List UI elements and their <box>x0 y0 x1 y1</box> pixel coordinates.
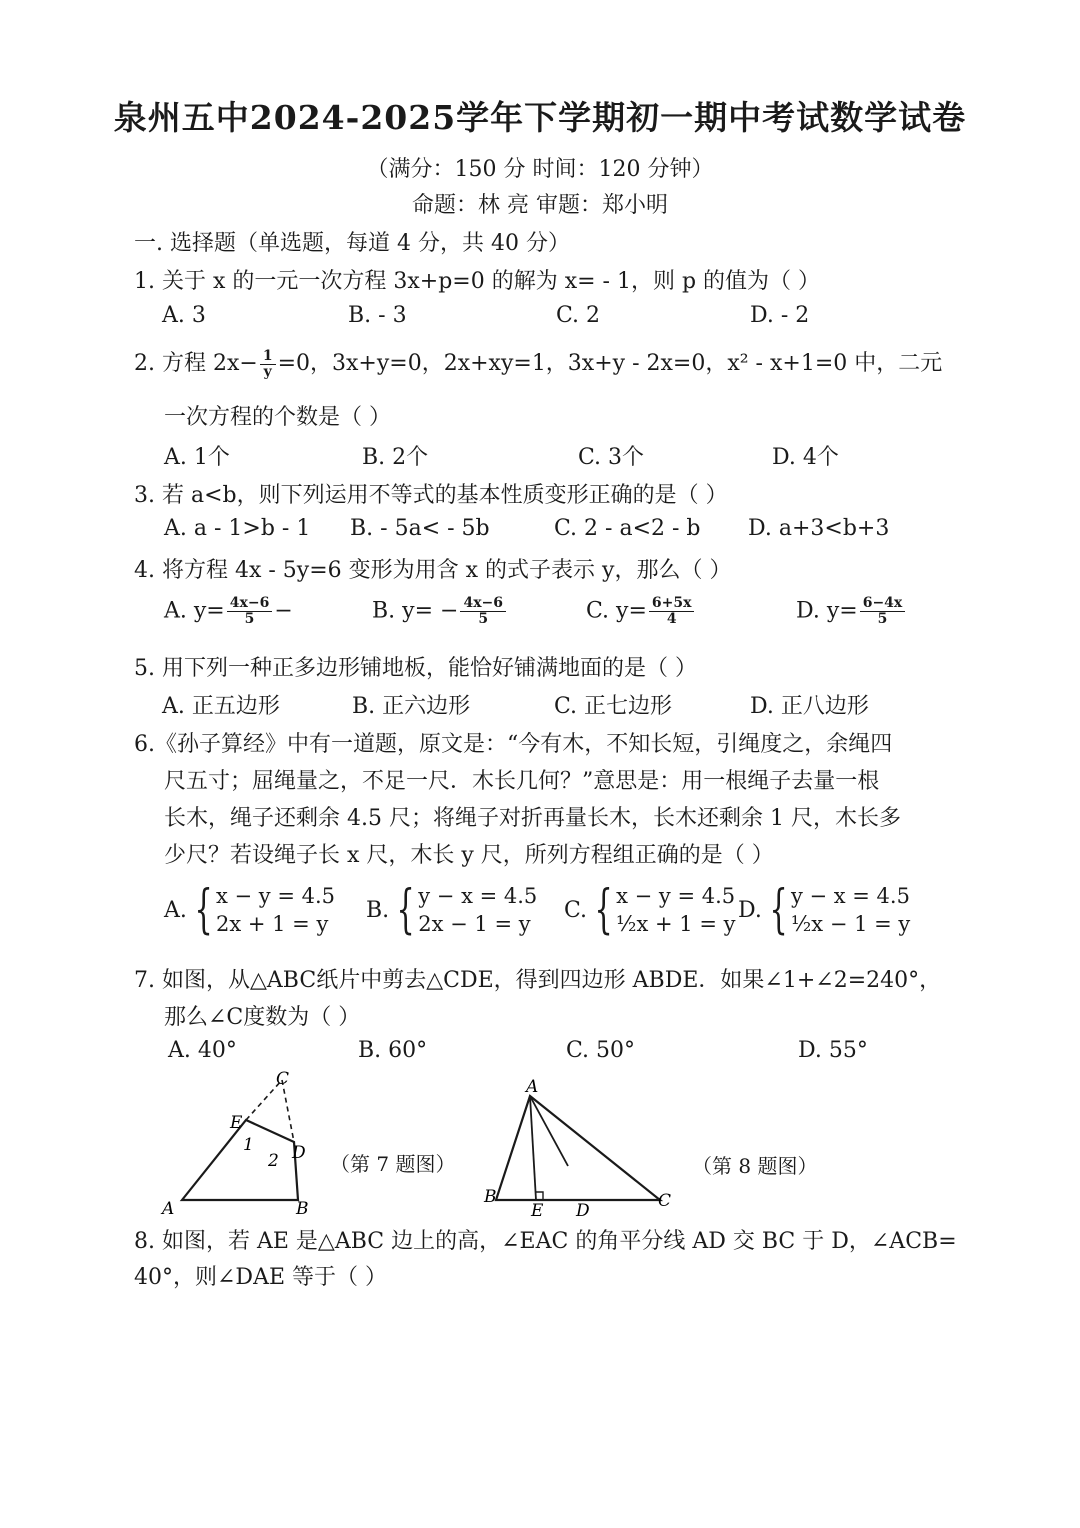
q4-option-d: D. y= $\frac{6-4x}{5}$ <box>796 596 907 627</box>
fig8-label-c: C <box>658 1191 672 1211</box>
fig7-label-b: B <box>296 1199 309 1218</box>
q5-stem: 5. 用下列一种正多边形铺地板，能恰好铺满地面的是（ ） <box>134 656 697 681</box>
q1-option-d: D. - 2 <box>750 303 810 328</box>
q1-option-a: A. 3 <box>162 303 206 328</box>
q2-stem: 2. 方程 2x− $\frac{1}{y}$ =0，3x+y=0，2x+xy=1，3x+y - 2x=0，x² - x+1=0 中，二元 <box>134 347 943 380</box>
fig8-label-b: B <box>484 1187 497 1207</box>
q6-line-2: 尺五寸；屈绳量之，不足一尺．木长几何？”意思是：用一根绳子去量一根 <box>164 769 880 794</box>
score-time: （满分：150 分 时间：120 分钟） <box>366 157 714 182</box>
fig7-cut-edge-cd <box>282 1080 294 1142</box>
q8-stem-line2: 40°，则∠DAE 等于（ ） <box>134 1265 388 1290</box>
q6-line-3: 长木，绳子还剩余 4.5 尺；将绳子对折再量长木，长木还剩余 1 尺，木长多 <box>164 806 901 831</box>
q3-option-d: D. a+3<b+3 <box>748 516 890 541</box>
q6-line-1: 6.《孙子算经》中有一道题，原文是：“今有木，不知长短，引绳度之，余绳四 <box>134 732 893 757</box>
q2-option-a: A. 1个 <box>164 445 230 470</box>
q7-stem: 7. 如图，从△ABC纸片中剪去△CDE，得到四边形 ABDE．如果∠1+∠2=240°， <box>134 968 942 993</box>
q7-option-d: D. 55° <box>798 1038 868 1063</box>
fig7-label-d: D <box>292 1143 306 1163</box>
q6-option-d: D. { y − x = 4.5 ½x − 1 = y <box>738 880 911 940</box>
q5-option-c: C. 正七边形 <box>554 694 673 719</box>
q6-line-4: 少尺？若设绳子长 x 尺，木长 y 尺，所列方程组正确的是（ ） <box>164 843 774 868</box>
q8-stem: 8. 如图，若 AE 是△ABC 边上的高，∠EAC 的角平分线 AD 交 BC 于 D，∠ACB= <box>134 1229 957 1254</box>
q7-stem-line2: 那么∠C度数为（ ） <box>164 1005 361 1030</box>
q4-option-c: C. y= $\frac{6+5x}{4}$ <box>586 596 696 627</box>
q7-option-c: C. 50° <box>566 1038 636 1063</box>
fig8-triangle <box>496 1096 660 1200</box>
q3-option-c: C. 2 - a<2 - b <box>554 516 701 541</box>
fig7-label-c: C <box>276 1069 290 1089</box>
q2-option-c: C. 3个 <box>578 445 645 470</box>
fig8-label-a: A <box>526 1077 539 1097</box>
fig8-bisector-ad <box>530 1096 568 1166</box>
q6-option-b: B. { y − x = 4.5 2x − 1 = y <box>366 880 538 940</box>
q7-option-b: B. 60° <box>358 1038 428 1063</box>
section-heading: 一. 选择题（单选题，每道 4 分，共 40 分） <box>134 231 570 256</box>
q1-option-b: B. - 3 <box>348 303 407 328</box>
q3-option-b: B. - 5a< - 5b <box>350 516 490 541</box>
q3-option-a: A. a - 1>b - 1 <box>164 516 311 541</box>
q5-option-b: B. 正六边形 <box>352 694 471 719</box>
q3-stem: 3. 若 a<b，则下列运用不等式的基本性质变形正确的是（ ） <box>134 483 728 508</box>
q2-option-b: B. 2个 <box>362 445 429 470</box>
fig8-right-angle-mark <box>536 1192 543 1200</box>
q4-option-b: B. y= − $\frac{4x-6}{5}$ <box>372 596 508 627</box>
authors: 命题：林 亮 审题：郑小明 <box>412 193 668 218</box>
q4-option-a: A. y= $\frac{4x-6}{5}$ − <box>164 595 293 627</box>
q2-option-d: D. 4个 <box>772 445 839 470</box>
q1-option-c: C. 2 <box>556 303 601 328</box>
q7-option-a: A. 40° <box>168 1038 237 1063</box>
figure-7 <box>150 1066 330 1218</box>
fig8-label-e: E <box>531 1201 544 1218</box>
q2-fraction: $\frac{1}{y}$ <box>260 349 276 380</box>
q6-option-a: A. { x − y = 4.5 2x + 1 = y <box>164 880 335 940</box>
exam-title: 泉州五中2024-2025学年下学期初一期中考试数学试卷 <box>113 98 967 137</box>
fig7-label-a: A <box>162 1199 175 1218</box>
fig7-label-e: E <box>230 1113 243 1133</box>
q2-stem-line2: 一次方程的个数是（ ） <box>164 405 391 430</box>
fig8-altitude-ae <box>530 1096 536 1200</box>
figure-7-caption: （第 7 题图） <box>330 1152 456 1176</box>
q6-option-c: C. { x − y = 4.5 ½x + 1 = y <box>564 880 736 940</box>
q1-stem: 1. 关于 x 的一元一次方程 3x+p=0 的解为 x= - 1，则 p 的值为（ ） <box>134 269 821 294</box>
figure-8 <box>480 1074 680 1218</box>
fig7-label-1: 1 <box>243 1135 254 1155</box>
q5-option-d: D. 正八边形 <box>750 694 869 719</box>
q5-option-a: A. 正五边形 <box>162 694 280 719</box>
figure-8-caption: （第 8 题图） <box>692 1154 818 1178</box>
fig8-label-d: D <box>576 1201 590 1218</box>
q4-stem: 4. 将方程 4x - 5y=6 变形为用含 x 的式子表示 y，那么（ ） <box>134 558 732 583</box>
fig7-label-2: 2 <box>268 1151 279 1171</box>
